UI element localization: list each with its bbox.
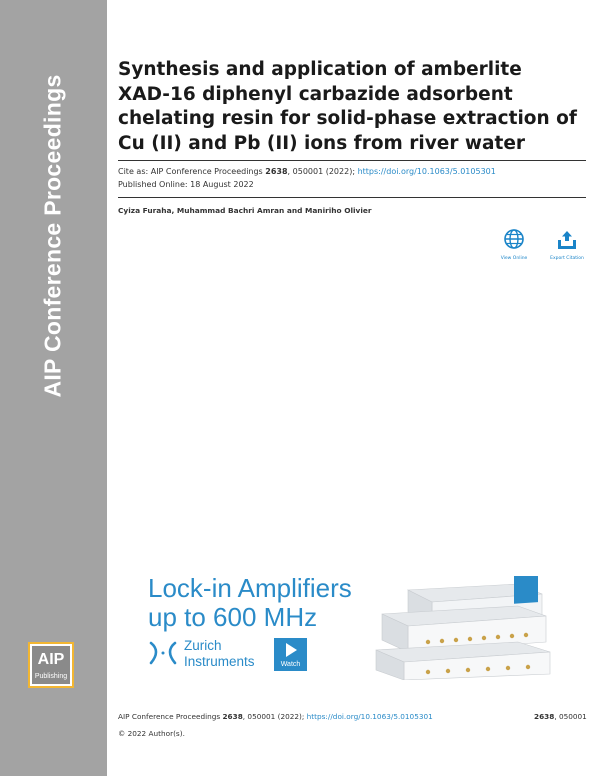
logo-text-publishing: Publishing <box>34 673 68 680</box>
footer-doi-link[interactable]: https://doi.org/10.1063/5.0105301 <box>306 712 433 721</box>
ad-headline-line2: up to 600 MHz <box>148 602 318 632</box>
published-date: Published Online: 18 August 2022 <box>118 180 254 189</box>
view-online-label: View Online <box>500 256 528 261</box>
ad-brand-line2: Instruments <box>184 654 255 669</box>
aip-publishing-logo[interactable] <box>28 642 74 688</box>
lock-in-amplifier-device-image <box>368 576 578 680</box>
zurich-instruments-logo-icon <box>148 638 178 668</box>
author-list: Cyiza Furaha, Muhammad Bachri Amran and Maniriho Olivier <box>118 206 372 215</box>
logo-background <box>32 646 70 684</box>
footer-page-ref <box>534 712 587 721</box>
article-title: Synthesis and application of amberlite XAD-16 diphenyl carbazide adsorbent chelating resin for solid-phase extraction of Cu (II) and Pb (II) ions from river water <box>118 59 577 154</box>
sidebar <box>0 0 107 776</box>
footer-citation <box>118 712 433 721</box>
footer-page-suffix: , 050001 <box>554 712 587 721</box>
ad-headline <box>148 574 352 632</box>
footer-volume: 2638 <box>222 712 243 721</box>
ad-headline-line1: Lock-in Amplifiers <box>148 573 352 603</box>
top-divider <box>118 160 586 161</box>
footer-prefix: AIP Conference Proceedings <box>118 712 223 721</box>
ad-brand-line1: Zurich <box>184 638 222 653</box>
doi-link[interactable]: https://doi.org/10.1063/5.0105301 <box>357 167 496 176</box>
export-tray-icon <box>556 228 578 250</box>
ad-brand-name <box>184 638 255 670</box>
journal-title: AIP Conference Proceedings <box>39 74 66 398</box>
export-citation-label: Export Citation <box>550 256 584 261</box>
advertisement-banner[interactable] <box>118 556 584 682</box>
logo-text-aip: AIP <box>37 651 65 668</box>
footer-suffix: , 050001 (2022); <box>242 712 307 721</box>
play-icon <box>274 638 307 662</box>
copyright-notice: © 2022 Author(s). <box>118 729 185 738</box>
cite-prefix: Cite as: AIP Conference Proceedings <box>118 167 266 176</box>
citation-line <box>118 167 496 176</box>
middle-divider <box>118 197 586 198</box>
watch-button[interactable] <box>274 638 307 671</box>
cite-suffix: , 050001 (2022); <box>287 167 358 176</box>
footer-page-volume: 2638 <box>534 712 555 721</box>
globe-icon <box>503 228 525 250</box>
view-online-button[interactable] <box>489 228 539 261</box>
cite-volume: 2638 <box>265 167 288 176</box>
export-citation-button[interactable] <box>542 228 592 261</box>
watch-label: Watch <box>280 661 301 668</box>
